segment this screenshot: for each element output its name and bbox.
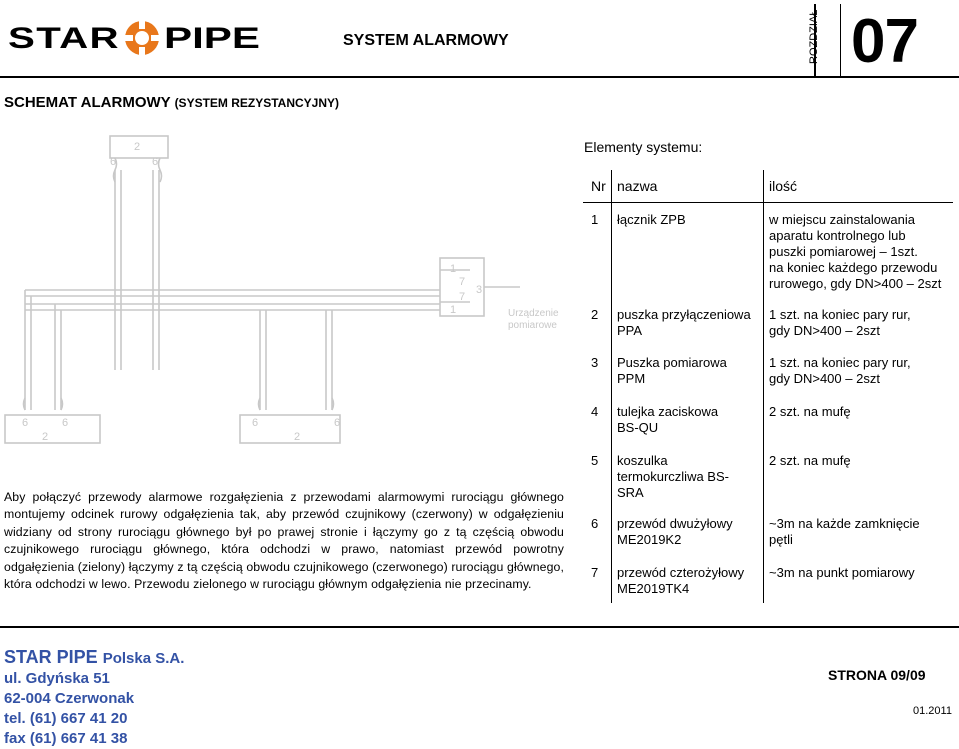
diagram-device-label-1: Urządzenie	[508, 308, 559, 319]
alarm-wiring-diagram	[0, 130, 570, 460]
row-qty-line: 2 szt. na mufę	[769, 453, 851, 468]
row-name-line: koszulka	[617, 453, 668, 468]
diagram-box-number-3: 3	[476, 284, 483, 296]
diagram-box-number-7b: 7	[459, 291, 466, 303]
diagram-bottom-left-box	[5, 415, 100, 443]
svg-text:STAR: STAR	[8, 22, 120, 55]
company-name	[4, 647, 184, 669]
row-qty	[769, 404, 949, 420]
column-header-qty: ilość	[769, 178, 798, 194]
diagram-box-number-7a: 7	[459, 276, 466, 288]
row-name-line: przewód czterożyłowy	[617, 565, 745, 580]
page-title-main: SCHEMAT ALARMOWY	[4, 94, 171, 111]
page-title-sub: (SYSTEM REZYSTANCYJNY)	[174, 96, 340, 110]
section-label: ROZDZIAŁ	[808, 9, 820, 64]
row-name-line: Puszka pomiarowa	[617, 355, 727, 370]
row-qty-line: 1 szt. na koniec pary rur,	[769, 355, 911, 370]
header-title: SYSTEM ALARMOWY	[343, 32, 509, 49]
row-qty-line: ~3m na każde zamknięcie	[769, 516, 920, 531]
row-name-line: PPM	[617, 371, 646, 386]
row-nr: 7	[591, 565, 599, 580]
company-logo	[8, 18, 260, 58]
elements-title: Elementy systemu:	[584, 139, 703, 155]
row-qty	[769, 307, 949, 339]
row-qty-line: gdy DN>400 – 2szt	[769, 371, 880, 386]
row-qty	[769, 212, 949, 292]
page-number: STRONA 09/09	[828, 667, 926, 683]
company-street: ul. Gdyńska 51	[4, 670, 110, 687]
column-header-nr: Nr	[591, 178, 606, 194]
elements-table	[583, 170, 953, 603]
row-name-line: BS-QU	[617, 420, 659, 435]
page-title	[4, 94, 339, 111]
row-name-line: SRA	[617, 485, 644, 500]
svg-text:PIPE: PIPE	[164, 22, 260, 55]
row-qty-line: 1 szt. na koniec pary rur,	[769, 307, 911, 322]
row-nr: 4	[591, 404, 599, 419]
row-qty	[769, 565, 949, 581]
row-nr: 6	[591, 516, 599, 531]
section-number: 07	[851, 7, 918, 76]
row-name	[617, 404, 767, 436]
company-tel: tel. (61) 667 41 20	[4, 710, 128, 727]
row-name-line: termokurczliwa BS-	[617, 469, 729, 484]
row-qty-line: gdy DN>400 – 2szt	[769, 323, 880, 338]
row-name-line: przewód dwużyłowy	[617, 516, 733, 531]
row-qty	[769, 516, 949, 548]
row-qty-line: na koniec każdego przewodu	[769, 260, 938, 275]
row-qty-line: puszki pomiarowej – 1szt.	[769, 244, 918, 259]
row-qty-line: w miejscu zainstalowania	[769, 212, 915, 227]
row-qty-line: aparatu kontrolnego lub	[769, 228, 906, 243]
company-name-suffix: Polska S.A.	[102, 650, 185, 667]
row-qty-line: ~3m na punkt pomiarowy	[769, 565, 915, 580]
row-name-line: ME2019K2	[617, 532, 682, 547]
table-header-line	[583, 202, 953, 203]
row-name	[617, 453, 767, 501]
diagram-label-br-2: 2	[294, 431, 301, 443]
row-name-line: puszka przyłączeniowa	[617, 307, 751, 322]
row-qty-line: 2 szt. na mufę	[769, 404, 851, 419]
footer-separator	[0, 626, 959, 628]
diagram-label-bl-2: 2	[42, 431, 49, 443]
row-name	[617, 516, 767, 548]
company-city: 62-004 Czerwonak	[4, 690, 135, 707]
column-header-name: nazwa	[617, 178, 658, 194]
row-name-line: łącznik ZPB	[617, 212, 686, 227]
row-name-line: PPA	[617, 323, 643, 338]
diagram-box-number-1b: 1	[450, 304, 457, 316]
diagram-label-top-2: 2	[134, 141, 141, 153]
company-address	[4, 647, 184, 749]
row-name	[617, 565, 767, 597]
diagram-label-top-6a: 6	[110, 156, 117, 168]
row-nr: 5	[591, 453, 599, 468]
instruction-paragraph: Aby połączyć przewody alarmowe rozgałęzienia z przewodami alarmowymi rurociągu głównego montujemy odcinek rurowy odgałęzienia tak, aby przewód czujnikowy (czerwony) w odgałęzieniu widziany od strony rurociągu głównego był po prawej stronie i łączymy go z tą częścią obwodu czujnikowego rurociągu głównego, która odchodzi w prawo, natomiast przewód powrotny odgałęzienia (zielony) łączymy z tą częścią obwodu czujnikowego (czerwonego) rurociągu głównego, która odchodzi w lewo. Przewodu zielonego w rurociągu głównym odgałęzienia nie przecinamy.	[4, 490, 564, 592]
header-separator	[0, 76, 959, 78]
diagram-box-number-1a: 1	[450, 263, 457, 275]
diagram-device-label-2: pomiarowe	[508, 320, 557, 331]
row-name-line: ME2019TK4	[617, 581, 690, 596]
table-vline-1	[611, 170, 612, 603]
row-name	[617, 307, 767, 339]
row-qty	[769, 355, 949, 387]
diagram-label-top-6b: 6	[152, 156, 159, 168]
header-divider-thin	[840, 4, 841, 76]
row-qty-line: rurowego, gdy DN>400 – 2szt	[769, 276, 942, 291]
row-nr: 3	[591, 355, 599, 370]
diagram-label-br-6a: 6	[252, 417, 259, 429]
row-qty-line: pętli	[769, 532, 793, 547]
document-date: 01.2011	[913, 705, 952, 717]
company-name-main: STAR PIPE	[4, 647, 98, 667]
row-name	[617, 355, 767, 387]
row-name	[617, 212, 767, 228]
diagram-label-br-6b: 6	[334, 417, 341, 429]
row-qty	[769, 453, 949, 469]
row-nr: 2	[591, 307, 599, 322]
company-fax: fax (61) 667 41 38	[4, 730, 128, 747]
diagram-label-bl-6b: 6	[62, 417, 69, 429]
diagram-label-bl-6a: 6	[22, 417, 29, 429]
row-name-line: tulejka zaciskowa	[617, 404, 719, 419]
row-nr: 1	[591, 212, 599, 227]
